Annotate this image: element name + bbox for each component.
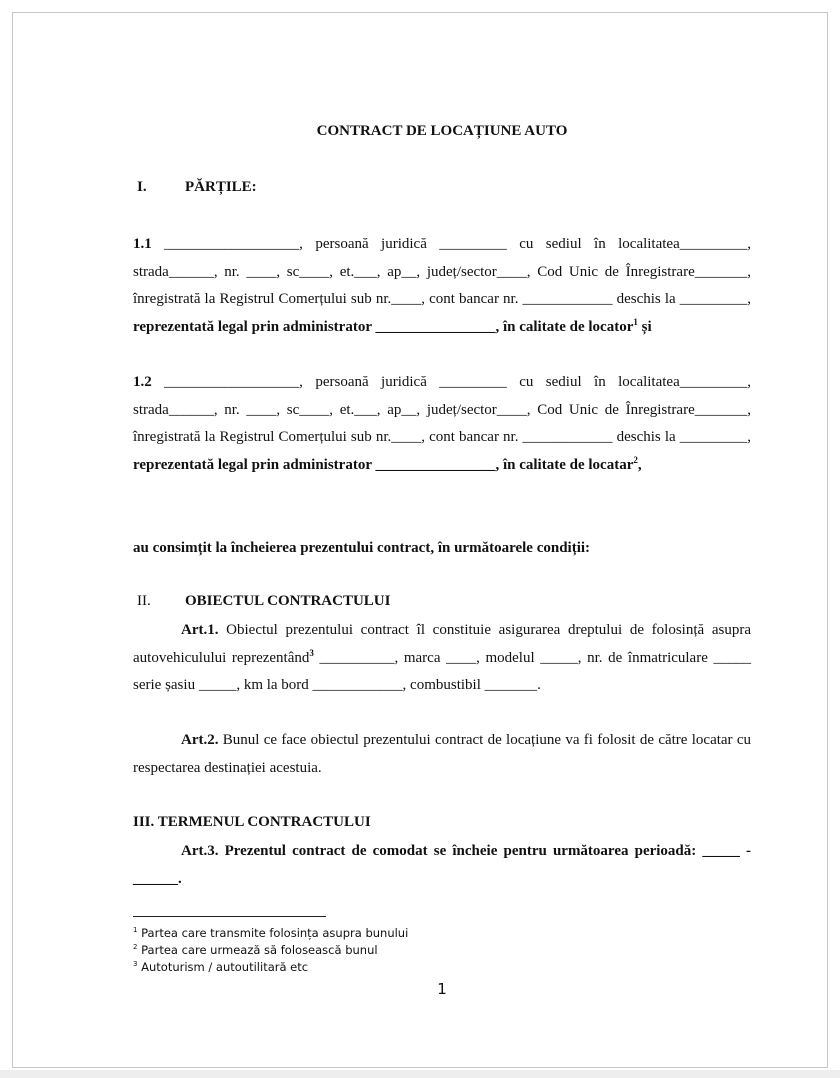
article-2 (133, 727, 751, 782)
party-2-text: __________________, persoană juridică _________ cu sediul în localitatea_________, strada______, nr. ____, sc____, et.___, ap__, județ/sector____, Cod Unic de Înregistrare_______, înregistrată la Registrul Comerțului sub nr.____, cont bancar nr. ____________ deschis la _________, (133, 374, 751, 446)
footnote-3-text: Autoturism / autoutilitară etc (137, 960, 309, 974)
article-3: Art.3. Prezentul contract de comodat se încheie pentru următoarea perioadă: _____ - ______. (133, 843, 751, 887)
viewer-bottom-bar (0, 1070, 840, 1078)
footnote-3 (133, 959, 408, 976)
footnote-3-number: 3 (133, 960, 138, 969)
section-heading-object (133, 593, 390, 610)
footnote-ref-1: 1 (633, 316, 638, 327)
party-2-number: 1.2 (133, 374, 152, 390)
section-heading-parties (133, 179, 257, 196)
section-number: II. (137, 593, 151, 609)
section-number: I. (137, 179, 147, 195)
article-2-label: Art.2. (181, 732, 219, 748)
article-2-text: Bunul ce face obiectul prezentului contract de locațiune va fi folosit de către locatar cu respectarea destinației acestuia. (133, 732, 751, 776)
party-1-tail: și (637, 318, 652, 335)
article-1 (133, 617, 751, 700)
footnote-1-number: 1 (133, 926, 138, 935)
party-1-representation: reprezentată legal prin administrator ________________, în calitate de locator (133, 318, 634, 335)
agreement-statement: au consimțit la încheierea prezentului contract, în următoarele condiții: (133, 540, 591, 556)
footnote-1 (133, 925, 408, 942)
section-title: OBIECTUL CONTRACTULUI (185, 593, 391, 609)
article-1-label: Art.1. (181, 622, 219, 638)
footnotes (133, 925, 408, 976)
document-title: CONTRACT DE LOCAȚIUNE AUTO (316, 123, 568, 139)
footnote-2 (133, 942, 408, 959)
footnote-separator (133, 916, 326, 917)
footnote-ref-3: 3 (309, 647, 314, 658)
footnote-2-text: Partea care urmează să folosească bunul (137, 943, 378, 957)
section-heading-term: III. TERMENUL CONTRACTULUI (133, 814, 371, 830)
section-title: PĂRȚILE: (185, 179, 257, 195)
document-page (12, 12, 828, 1068)
page-number: 1 (437, 980, 447, 998)
footnote-2-number: 2 (133, 943, 138, 952)
footnote-1-text: Partea care transmite folosința asupra bunului (137, 926, 409, 940)
party-1-number: 1.1 (133, 236, 152, 252)
party-2-tail: , (637, 456, 642, 473)
article-1-text-b: __________, marca ____, modelul _____, nr. de înmatriculare _____ serie șasiu _____, km la bord ____________, combustibil _______. (133, 649, 751, 694)
party-2-representation: reprezentată legal prin administrator ________________, în calitate de locatar (133, 456, 634, 473)
party-1-paragraph (133, 231, 751, 341)
party-1-text: __________________, persoană juridică _________ cu sediul în localitatea_________, strada______, nr. ____, sc____, et.___, ap__, județ/sector____, Cod Unic de Înregistrare_______, înregistrată la Registrul Comerțului sub nr.____, cont bancar nr. ____________ deschis la _________, (133, 236, 751, 308)
article-1-text-a: Obiectul prezentului contract îl constituie asigurarea dreptului de folosință asupra autovehiculului reprezentând (133, 622, 751, 666)
party-2-paragraph (133, 369, 751, 479)
footnote-ref-2: 2 (633, 454, 638, 465)
